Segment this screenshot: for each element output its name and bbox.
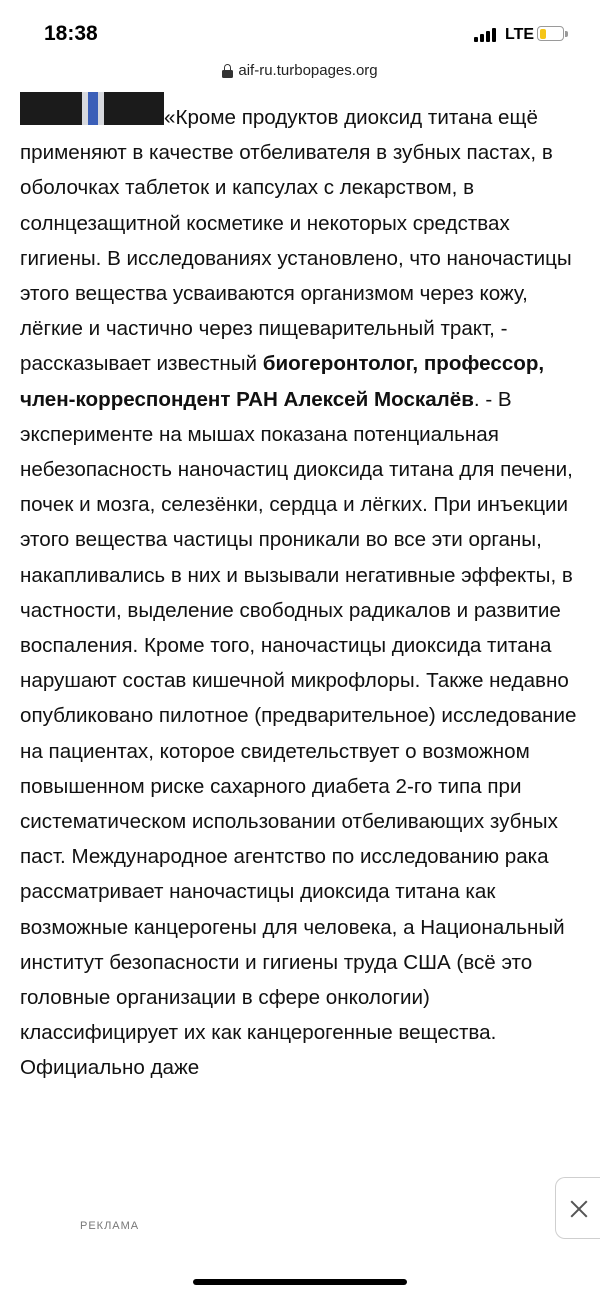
expert-name: биогеронтолог, профессор, член-корреспондент РАН Алексей Москалёв [20, 352, 545, 411]
address-bar[interactable] [0, 62, 600, 92]
status-bar [0, 0, 600, 62]
paragraph-text-rest: . - В эксперименте на мышах показана потенциальная небезопасность наночастиц диоксида титана для печени, почек и мозга, селезёнки, сердца и лёгких. При инъекции этого вещества частицы проникали во все эти органы, накапливались в них и вызывали негативные эффекты, в частности, выделение свободных радикалов и развитие воспаления. Кроме того, наночастицы диоксида титана нарушают состав кишечной микрофлоры. Также недавно опубликовано пилотное (предварительное) исследование на пациентах, которое свидетельствует о возможном повышенном риске сахарного диабета 2-го типа при систематическом использовании отбеливающих зубных паст. Международное агентство по исследованию рака рассматривает наночастицы диоксида титана как возможные канцерогены для человека, а Национальный институт безопасности и гигиены труда США (всё это головные организации в сфере онкологии) классифицирует их как канцерогенные вещества. Официально даже [20, 387, 577, 1080]
lock-icon [222, 64, 233, 78]
paragraph-text-start: «Кроме продуктов диоксид титана ещё применяют в качестве отбеливателя в зубных пастах, в оболочках таблеток и капсулах с лекарством, в солнцезащитной косметике и некоторых средствах гигиены. В исследованиях установлено, что наночастицы этого вещества усваиваются организмом через кожу, лёгкие и частично через пищеварительный тракт, - рассказывает известный [20, 106, 572, 376]
network-type: LTE [505, 26, 535, 43]
ad-label: РЕКЛАМА [80, 1220, 140, 1232]
ad-banner[interactable] [0, 1200, 600, 1252]
article-content [0, 92, 600, 1200]
status-time: 18:38 [44, 22, 98, 45]
battery-icon [537, 26, 568, 43]
url-text: aif-ru.turbopages.org [238, 62, 378, 79]
signal-strength-icon [474, 28, 496, 42]
ad-close-button[interactable] [555, 1177, 600, 1239]
home-indicator[interactable] [193, 1279, 407, 1285]
article-paragraph [20, 100, 584, 1086]
